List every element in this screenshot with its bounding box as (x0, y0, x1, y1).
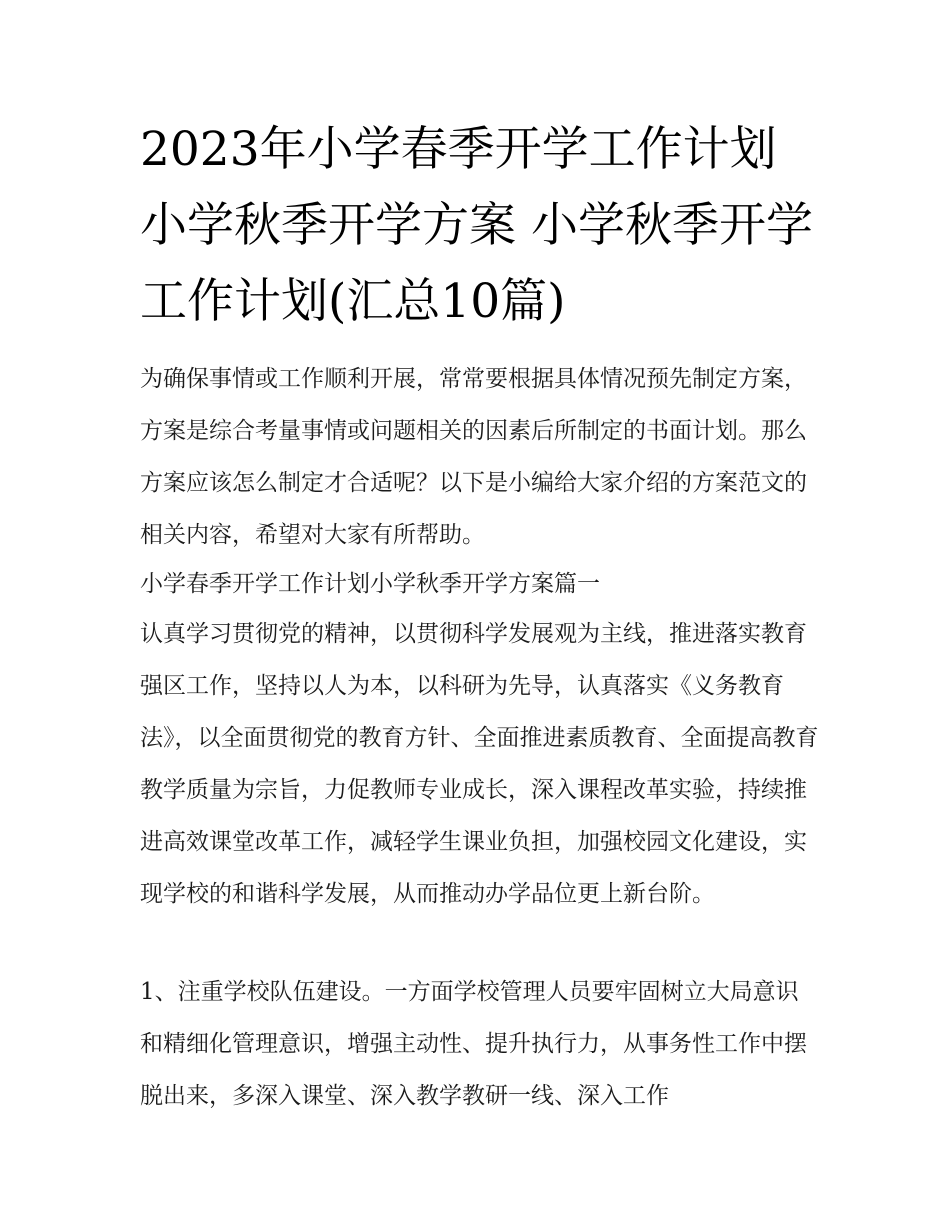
section-heading: 小学春季开学工作计划小学秋季开学方案篇一 (140, 571, 600, 597)
list-item-1: 1、注重学校队伍建设。一方面学校管理人员要牢固树立大局意识和精细化管理意识，增强主动性、提升执行力，从事务性工作中摆脱出来，多深入课堂、深入教学教研一线、深入工作 (140, 979, 807, 1109)
document-title: 2023年小学春季开学工作计划 小学秋季开学方案 小学秋季开学工作计划(汇总10篇) (140, 122, 813, 329)
intro-paragraph: 为确保事情或工作顺利开展，常常要根据具体情况预先制定方案，方案是综合考量事情或问题相关的因素后所制定的书面计划。那么方案应该怎么制定才合适呢？以下是小编给大家介绍的方案范文的相关内容，希望对大家有所帮助。 (140, 366, 807, 548)
section-paragraph: 认真学习贯彻党的精神，以贯彻科学发展观为主线，推进落实教育强区工作，坚持以人为本，以科研为先导，认真落实《义务教育法》，以全面贯彻党的教育方针、全面推进素质教育、全面提高教育教学质量为宗旨，力促教师专业成长，深入课程改革实验，持续推进高效课堂改革工作，减轻学生课业负担，加强校园文化建设，实现学校的和谐科学发展，从而推动办学品位更上新台阶。 (140, 621, 819, 907)
